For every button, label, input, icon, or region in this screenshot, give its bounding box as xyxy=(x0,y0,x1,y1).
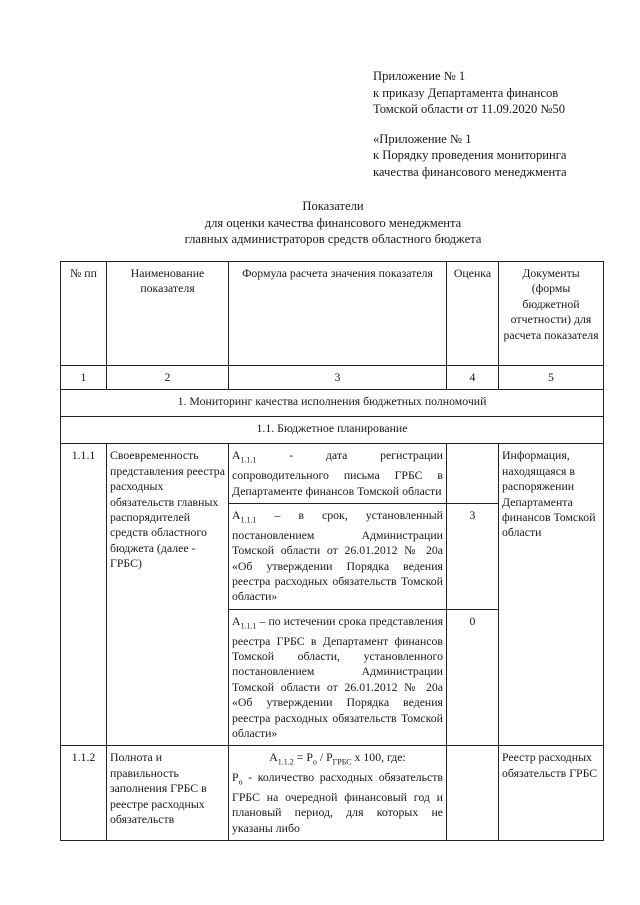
table-header-row xyxy=(61,262,604,366)
table-row xyxy=(61,444,604,504)
header-block xyxy=(373,68,623,180)
title-line: для оценки качества финансового менеджмента xyxy=(204,215,462,230)
header-line: к приказу Департамента финансов xyxy=(373,85,559,100)
indicator-name: Полнота и правильность заполнения ГРБС в реестре расходных обязательств xyxy=(107,746,229,841)
column-number: 1 xyxy=(61,366,107,390)
documents-cell: Информация, находящаяся в распоряжении Департамента финансов Томской области xyxy=(499,444,604,746)
score-cell: 3 xyxy=(447,503,499,609)
header-cell: № пп xyxy=(61,262,107,366)
row-number: 1.1.2 xyxy=(61,746,107,841)
header-cell: Формула расчета значения показателя xyxy=(229,262,447,366)
header-line: Приложение № 1 xyxy=(373,69,466,83)
indicator-name: Своевременность представления реестра расходных обязательств главных распорядителей средств областного бюджета (далее - ГРБС) xyxy=(107,444,229,746)
score-cell xyxy=(447,444,499,504)
column-number: 4 xyxy=(447,366,499,390)
formula-cell: $A_{1.1.1}$ – по истечении срока представления реестра ГРБС в Департамент финансов Томской области, установленного постановлением Администрации Томской области от 26.01.2012 № 20а «Об утверждении Порядка ведения реестра расходных обязательств Томской области» xyxy=(229,609,447,746)
formula-cell: $A_{1.1.1}$ – в срок, установленный постановлением Администрации Томской области от 26.01.2012 № 20а «Об утверждении Порядка ведения реестра расходных обязательств Томской области» xyxy=(229,503,447,609)
header-line: к Порядку проведения мониторинга xyxy=(373,148,567,162)
document-title xyxy=(0,198,640,248)
title-line: главных администраторов средств областного бюджета xyxy=(184,232,482,246)
column-number-row xyxy=(61,366,604,390)
documents-cell: Реестр расходных обязательств ГРБС xyxy=(499,746,604,841)
score-cell: 0 xyxy=(447,609,499,746)
formula-cell: $A_{1.1.2} = P_o / P_{ГРБС}$ x 100, где: $P_o$ - количество расходных обязательств ГРБС на очередной финансовый год и плановый период, для которых не указаны либо xyxy=(229,746,447,841)
formula-cell: $A_{1.1.1}$ - дата регистрации сопроводительного письма ГРБС в Департаменте финансов Томской области xyxy=(229,444,447,504)
subsection-row xyxy=(61,417,604,444)
row-number: 1.1.1 xyxy=(61,444,107,746)
section-row xyxy=(61,390,604,417)
header-line: качества финансового менеджмента xyxy=(373,164,567,179)
header-line: «Приложение № 1 xyxy=(373,131,472,146)
section-title: 1. Мониторинг качества исполнения бюджетных полномочий xyxy=(61,390,604,417)
title-line: Показатели xyxy=(302,199,364,213)
header-cell: Наименование показателя xyxy=(107,262,229,366)
table-row xyxy=(61,746,604,841)
indicators-table xyxy=(60,261,604,841)
column-number: 3 xyxy=(229,366,447,390)
subsection-title: 1.1. Бюджетное планирование xyxy=(61,417,604,444)
header-cell: Документы (формы бюджетной отчетности) для расчета показателя xyxy=(499,262,604,366)
score-cell xyxy=(447,746,499,841)
header-cell: Оценка xyxy=(447,262,499,366)
column-number: 2 xyxy=(107,366,229,390)
column-number: 5 xyxy=(499,366,604,390)
header-line: Томской области от 11.09.2020 №50 xyxy=(373,102,566,116)
